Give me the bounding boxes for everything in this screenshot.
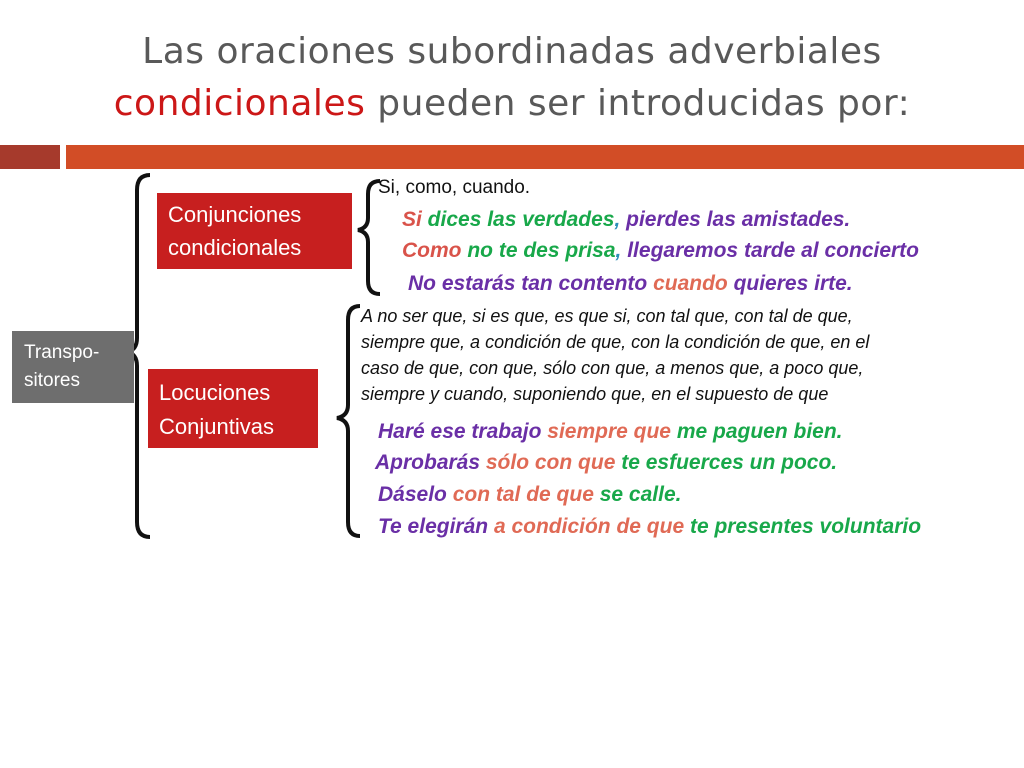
example-segment: dices las verdades [421, 208, 615, 231]
locuciones-example-3 [378, 483, 681, 507]
locuciones-brace [337, 306, 360, 536]
conjunciones-box [157, 193, 352, 269]
conjunciones-example-1 [402, 208, 850, 232]
conjunciones-brace [358, 181, 380, 294]
example-segment: pierdes las amistades. [620, 208, 851, 231]
example-segment: Haré ese trabajo [378, 420, 548, 443]
title-highlight: condicionales [113, 83, 366, 124]
conjunciones-example-3 [408, 272, 853, 296]
example-segment: sólo con que [485, 451, 616, 474]
transpositores-label-1: Transpo- [24, 342, 100, 363]
conjunciones-label-1: Conjunciones [168, 202, 302, 227]
locuciones-list-line: caso de que, con que, sólo con que, a menos que, a poco que, [361, 358, 864, 378]
title-line-2: pueden ser introducidas por: [365, 83, 911, 124]
example-segment: , [615, 239, 622, 262]
example-segment: a condición de que [493, 515, 685, 538]
conjunciones-label-2: condicionales [168, 235, 302, 260]
transpositores-box [12, 331, 134, 403]
example-segment: siempre que [547, 420, 671, 443]
example-segment: me paguen bien. [670, 420, 843, 443]
example-segment: con tal de que [452, 483, 594, 506]
conjunciones-list: Si, como, cuando. [378, 177, 531, 198]
locuciones-label-2: Conjuntivas [159, 414, 274, 439]
example-segment: Como [402, 239, 462, 262]
locuciones-list-line: siempre y cuando, suponiendo que, en el supuesto de que [361, 384, 829, 404]
locuciones-example-4 [378, 515, 921, 539]
locuciones-list [361, 303, 1024, 407]
example-segment: Aprobarás [375, 451, 486, 474]
transpositores-label-2: sitores [24, 370, 80, 391]
locuciones-example-2 [375, 451, 837, 475]
locuciones-list-line: siempre que, a condición de que, con la condición de que, en el [361, 332, 870, 352]
example-segment: quieres irte. [727, 272, 853, 295]
locuciones-box [148, 369, 318, 448]
locuciones-example-1 [378, 420, 843, 444]
example-segment: no te des prisa [461, 239, 616, 262]
conjunciones-example-2 [402, 239, 919, 263]
example-segment: Si [402, 208, 422, 231]
example-segment: Te elegirán [378, 515, 494, 538]
locuciones-list-line: A no ser que, si es que, es que si, con tal que, con tal de que, [361, 306, 853, 326]
example-segment: te esfuerces un poco. [615, 451, 838, 474]
example-segment: llegaremos tarde al concierto [621, 239, 919, 262]
example-segment: Dáselo [378, 483, 453, 506]
title-line-1: Las oraciones subordinadas adverbiales [142, 31, 882, 72]
example-segment: te presentes voluntario [684, 515, 922, 538]
example-segment: se calle. [593, 483, 682, 506]
locuciones-label-1: Locuciones [159, 380, 271, 405]
example-segment: , [614, 208, 621, 231]
example-segment: No estarás tan contento [408, 272, 654, 295]
example-segment: cuando [653, 272, 728, 295]
